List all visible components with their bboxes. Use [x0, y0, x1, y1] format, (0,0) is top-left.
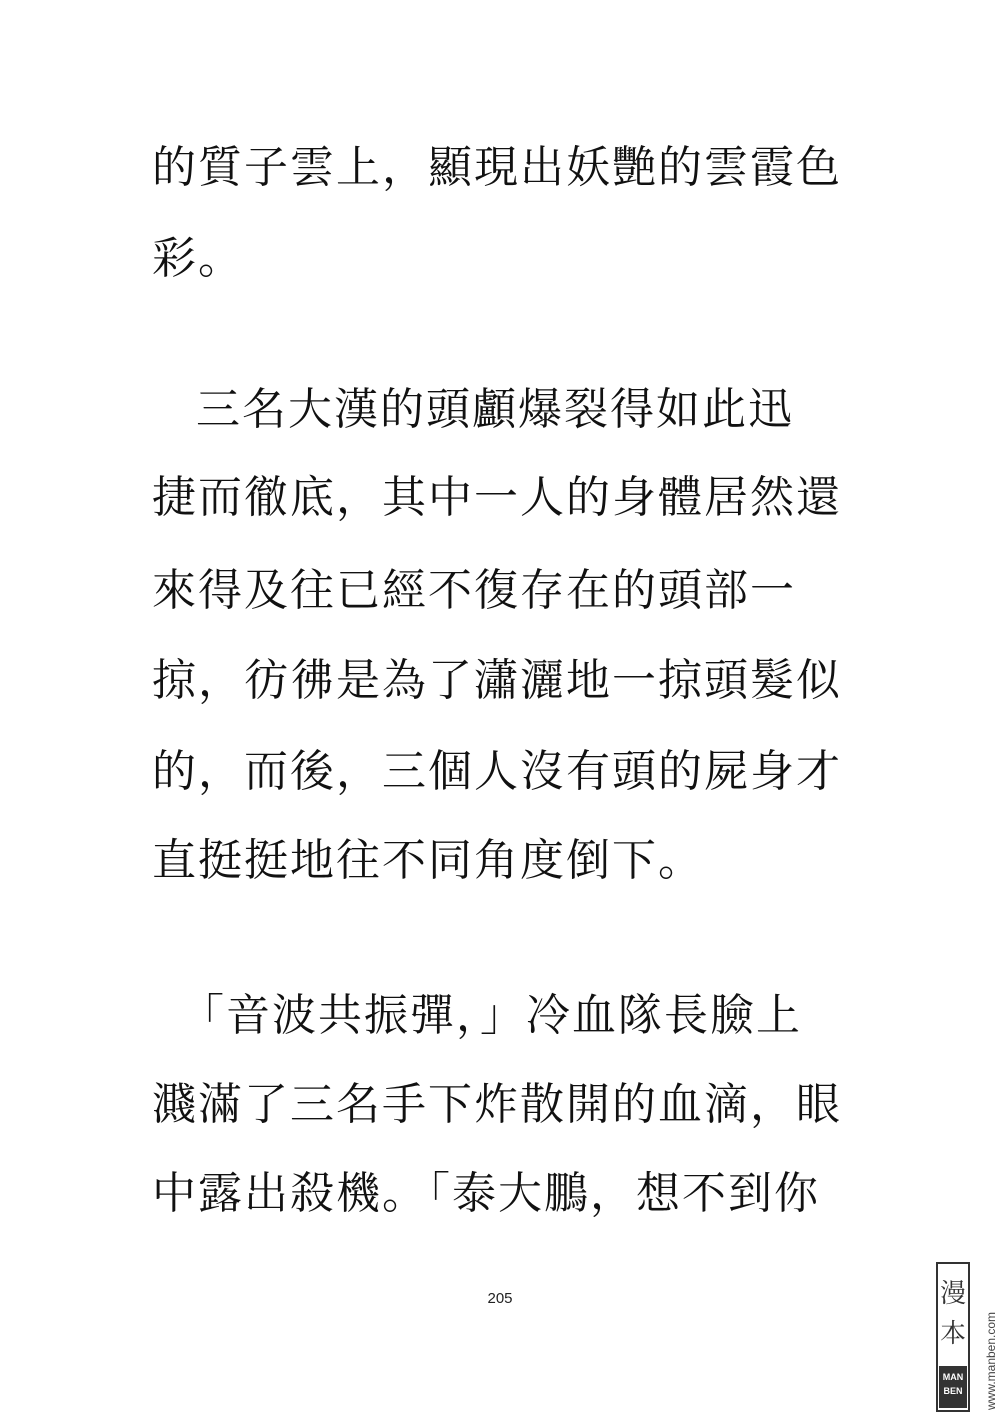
svg-text:漫: 漫: [939, 1279, 967, 1309]
text-line: 直挺挺地往不同角度倒下。: [152, 835, 704, 886]
text-line: 的質子雲上，顯現出妖艷的雲霞色: [152, 142, 842, 193]
watermark: [934, 1260, 1000, 1414]
text-line: 掠，彷彿是為了瀟灑地一掠頭髮似: [152, 655, 842, 706]
watermark-url: www.manben.com: [984, 1311, 998, 1410]
text-line: 來得及往已經不復存在的頭部一: [152, 565, 796, 616]
svg-text:本: 本: [939, 1319, 967, 1349]
svg-text:BEN: BEN: [943, 1386, 963, 1396]
text-line: 三名大漢的頭顱爆裂得如此迅: [196, 384, 794, 435]
page-number: 205: [487, 1290, 513, 1307]
text-line: 的，而後，三個人沒有頭的屍身才: [152, 746, 842, 797]
text-line: 彩。: [152, 233, 244, 284]
text-line: 捷而徹底，其中一人的身體居然還: [152, 472, 842, 523]
manben-logo-icon: [936, 1262, 970, 1412]
svg-text:MAN: MAN: [942, 1372, 964, 1382]
text-line: 中露出殺機。「泰大鵬，想不到你: [152, 1168, 820, 1219]
text-line: 濺滿了三名手下炸散開的血滴，眼: [152, 1079, 842, 1130]
text-line: 「音波共振彈，」冷血隊長臉上: [180, 990, 802, 1041]
